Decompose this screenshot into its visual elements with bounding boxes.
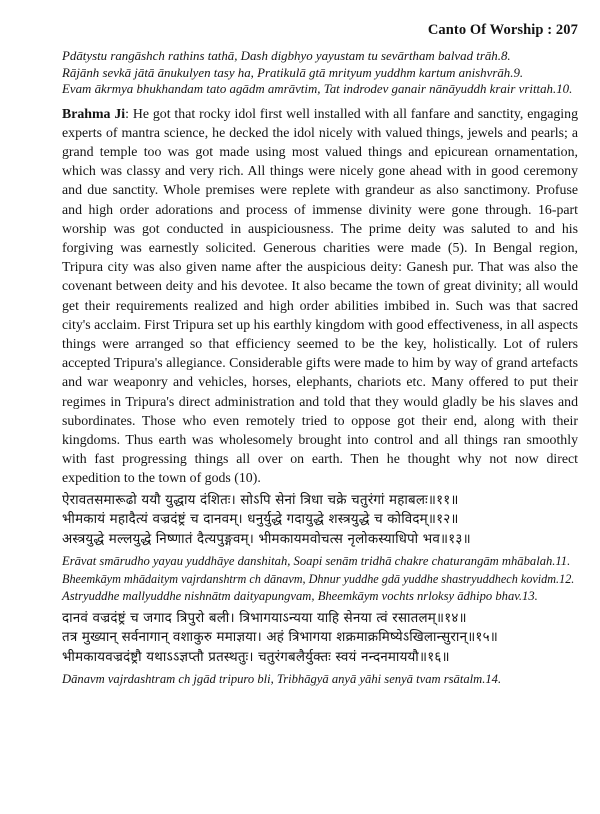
- verse-line: Evam ākrmya bhukhandam tato agādm amrāvtim, Tat indrodev ganair nānāyuddh krair vrittah.10.: [62, 82, 573, 96]
- sanskrit-line: भीमकायवज्रदंष्ट्रौ यथाऽऽज्ञप्तौ प्रतस्थतुः। चतुरंगबलैर्युक्तः स्वयं नन्दनमाययौ॥१६॥: [62, 649, 450, 665]
- transliteration-line: Bheemkāym mhādaitym vajrdanshtrm ch dānavm, Dhnur yuddhe gdā yuddhe shastryuddhech kovidm.12.: [62, 571, 575, 586]
- transliteration-line: Erāvat smārudho yayau yuddhāye danshitah, Soapi senām tridhā chakre chaturangām mhābalah.11.: [62, 554, 571, 569]
- sanskrit-block-2: [62, 609, 578, 668]
- sanskrit-line: तत्र मुख्यान् सर्वनागान् वशाकुरु ममाज्ञया। अहं त्रिभागया शक्रमाक्रमिष्येऽखिलान्सुरान्॥१५॥: [62, 630, 498, 646]
- prose-text: : He got that rocky idol first well installed with all fanfare and sanctity, engaging experts of mantra science, he decked the idol nicely with valued things, jewels and pearls; a grand temple too was got made using most valued things and epicurean ornamentation, which was classy and very rich. All things were nicely gone ahead with in good ceremony and due sanctity. Whole premises were replete with grandeur as also sanctimony. Profuse and high order adorations and process of immense divinity were gone through. 16-part worship was got conducted in auspiciousness. The prime deity was saluted to and his forgiving was earnestly solicited. Generous charities were made (5). In Bengal region, Tripura city was also given name after the auspicious deity: Ganesh pur. That was also the covenant between deity and his devotee. It also became the town of great divinity; all would get their requirements realized and high order abilities imbibed in. Such was that sacred city's acclaim. First Tripura set up his earthly kingdom with good effectiveness, in all aspects things were arranged so that efficiency seemed to be the key, holistically. Lot of rulers accepted Tripura's allegiance. Considerable gifts were made to him by way of grand artefacts and war weaponry and vehicles, horses, elephants, chariots etc. Many offered to put their regimes in Tripura's direct administration and told that they would gladly be his slaves and subordinates. Those who even remotely tried to oppose got their end, along with their kingdoms. Thus earth was wholesomely brought into control and all things ran smoothly with fast progressing things all over on earth. Then he thought why not now direct expedition to the town of gods (10).: [62, 105, 578, 486]
- verses-top: [62, 48, 578, 98]
- sanskrit-block-1: [62, 491, 578, 550]
- sanskrit-line: ऐरावतसमारूढो ययौ युद्धाय दंशितः। सोऽपि सेनां त्रिधा चक्रे चतुरंगां महाबलः॥११॥: [62, 492, 459, 508]
- sanskrit-line: अस्त्रयुद्धे मल्लयुद्धे निष्णातं दैत्यपुङ्गवम्। भीमकायमवोचत्स नृलोकस्याधिपो भव॥१३॥: [62, 531, 471, 547]
- speaker-name: Brahma Ji: [62, 105, 126, 121]
- page-header: Canto Of Worship : 207: [427, 22, 578, 38]
- transliteration-line: Astryuddhe mallyuddhe nishnātm daityapungvam, Bheemkāym vochts nrloksy ādhipo bhav.13.: [62, 589, 538, 604]
- verse-line: Rājānh sevkā jātā ānukulyen tasy ha, Pratikulā gtā mrityum yuddhm kartum anishvrāh.9.: [62, 65, 524, 80]
- sanskrit-line: भीमकायं महादैत्यं वज्रदंष्ट्रं च दानवम्। धनुर्युद्धे गदायुद्धे शस्त्रयुद्धे च कोविदम्॥१२॥: [62, 512, 459, 528]
- prose-paragraph: [62, 104, 578, 488]
- sanskrit-line: दानवं वज्रदंष्ट्रं च जगाद त्रिपुरो बली। त्रिभागयाऽन्यया याहि सेनया त्वं रसातलम्॥१४॥: [62, 610, 467, 626]
- transliteration-line: Dānavm vajrdashtram ch jgād tripuro bli, Tribhāgyā anyā yāhi senyā tvam rsātalm.14.: [62, 672, 502, 687]
- transliteration-block-1: [62, 553, 578, 606]
- verse-line: Pdātystu rangāshch rathins tathā, Dash digbhyo yayustam tu sevārtham balvad trāh.8.: [62, 49, 511, 63]
- transliteration-block-2: [62, 671, 578, 689]
